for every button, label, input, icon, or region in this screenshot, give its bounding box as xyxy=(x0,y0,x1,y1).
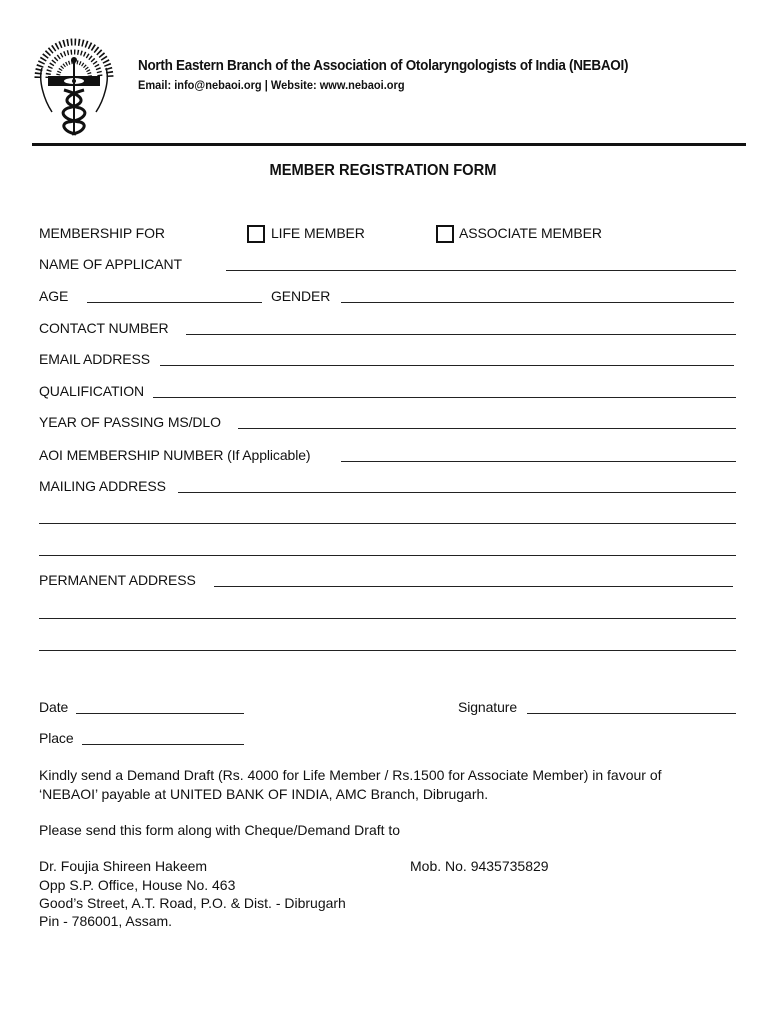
nebaoi-logo xyxy=(28,20,120,140)
contact-number-field[interactable] xyxy=(186,334,736,335)
date-field[interactable] xyxy=(76,713,244,714)
demand-draft-line-1: Kindly send a Demand Draft (Rs. 4000 for Life Member / Rs.1500 for Associate Member) in favour of xyxy=(39,767,662,783)
permanent-address-field-3[interactable] xyxy=(39,650,736,651)
date-label: Date xyxy=(39,699,69,715)
mailing-address-field-1[interactable] xyxy=(178,492,736,493)
signature-label: Signature xyxy=(458,699,518,715)
recipient-mobile: Mob. No. 9435735829 xyxy=(410,858,549,874)
life-member-label: LIFE MEMBER xyxy=(271,225,365,241)
demand-draft-instructions xyxy=(39,766,759,804)
place-label: Place xyxy=(39,730,74,746)
contact-number-label: CONTACT NUMBER xyxy=(39,320,169,336)
permanent-address-field-2[interactable] xyxy=(39,618,736,619)
age-field[interactable] xyxy=(87,302,262,303)
associate-member-checkbox[interactable] xyxy=(436,225,454,243)
signature-field[interactable] xyxy=(527,713,736,714)
year-of-passing-label: YEAR OF PASSING MS/DLO xyxy=(39,414,221,430)
associate-member-label: ASSOCIATE MEMBER xyxy=(459,225,602,241)
form-title: MEMBER REGISTRATION FORM xyxy=(269,162,497,179)
header-divider xyxy=(32,143,746,146)
permanent-address-field-1[interactable] xyxy=(214,586,733,587)
email-label: EMAIL ADDRESS xyxy=(39,351,150,367)
place-field[interactable] xyxy=(82,744,244,745)
qualification-label: QUALIFICATION xyxy=(39,383,145,399)
recipient-address-line-1: Opp S.P. Office, House No. 463 xyxy=(39,877,236,893)
recipient-address-line-3: Pin - 786001, Assam. xyxy=(39,913,173,929)
qualification-field[interactable] xyxy=(153,397,736,398)
year-of-passing-field[interactable] xyxy=(238,428,736,429)
age-label: AGE xyxy=(39,288,69,304)
aoi-number-field[interactable] xyxy=(341,461,736,462)
org-name: North Eastern Branch of the Association of Otolaryngologists of India (NEBAOI) xyxy=(138,58,629,74)
demand-draft-line-2: ‘NEBAOI’ payable at UNITED BANK OF INDIA, AMC Branch, Dibrugarh. xyxy=(39,786,489,802)
name-label: NAME OF APPLICANT xyxy=(39,256,182,272)
org-contact: Email: info@nebaoi.org | Website: www.nebaoi.org xyxy=(138,78,405,92)
life-member-checkbox[interactable] xyxy=(247,225,265,243)
mailing-address-field-3[interactable] xyxy=(39,555,736,556)
send-form-instruction: Please send this form along with Cheque/Demand Draft to xyxy=(39,822,401,838)
recipient-address-line-2: Good’s Street, A.T. Road, P.O. & Dist. - Dibrugarh xyxy=(39,895,346,911)
aoi-number-label: AOI MEMBERSHIP NUMBER (If Applicable) xyxy=(39,447,311,463)
membership-for-label: MEMBERSHIP FOR xyxy=(39,225,165,241)
mailing-address-label: MAILING ADDRESS xyxy=(39,478,166,494)
name-field[interactable] xyxy=(226,270,736,271)
mailing-address-field-2[interactable] xyxy=(39,523,736,524)
recipient-name: Dr. Foujia Shireen Hakeem xyxy=(39,858,208,874)
gender-label: GENDER xyxy=(271,288,331,304)
email-field[interactable] xyxy=(160,365,734,366)
gender-field[interactable] xyxy=(341,302,734,303)
permanent-address-label: PERMANENT ADDRESS xyxy=(39,572,196,588)
